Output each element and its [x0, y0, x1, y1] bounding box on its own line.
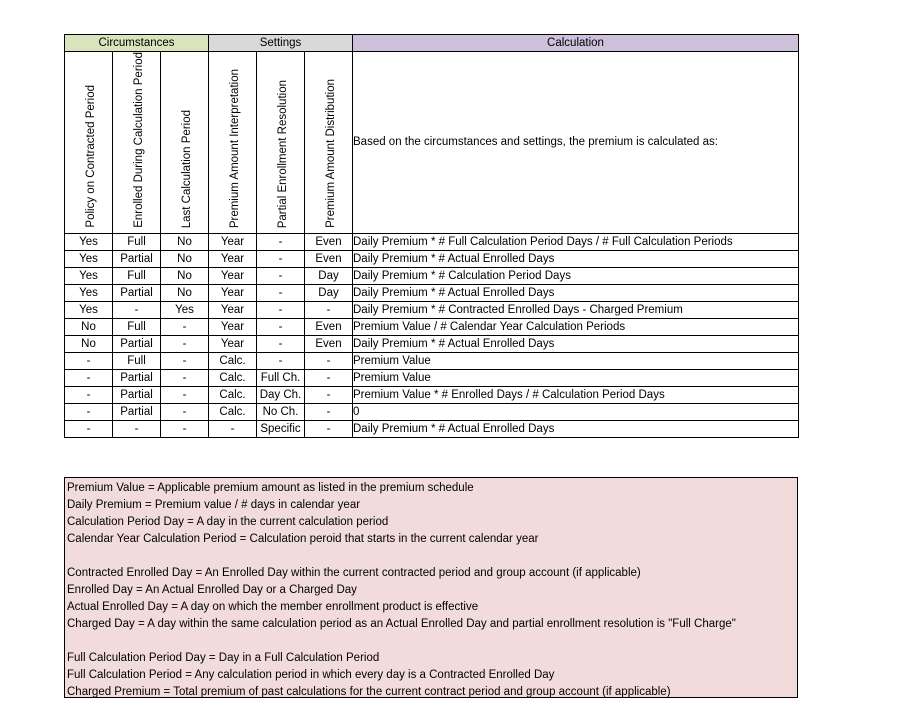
definition-line: Contracted Enrolled Day = An Enrolled Day within the current contracted period and group account (if applicable)	[67, 567, 641, 579]
table-cell: -	[161, 386, 209, 403]
table-cell: -	[161, 369, 209, 386]
calculation-formula: 0	[353, 403, 799, 420]
calculation-formula: Premium Value * # Enrolled Days / # Calculation Period Days	[353, 386, 799, 403]
definition-line: Calendar Year Calculation Period = Calculation peroid that starts in the current calendar year	[67, 533, 539, 545]
table-cell: Yes	[65, 233, 113, 250]
table-cell: Year	[209, 233, 257, 250]
column-header	[209, 52, 257, 234]
table-row	[65, 386, 799, 403]
table-cell: -	[161, 352, 209, 369]
column-header-label: Last Calculation Period	[181, 109, 193, 228]
table-row	[65, 369, 799, 386]
table-body	[65, 233, 799, 437]
table-cell: -	[209, 420, 257, 437]
table-cell: -	[305, 403, 353, 420]
table-cell: Partial	[113, 403, 161, 420]
table-cell: -	[305, 420, 353, 437]
calculation-formula: Daily Premium * # Full Calculation Period Days / # Full Calculation Periods	[353, 233, 799, 250]
table-row	[65, 250, 799, 267]
calculation-formula: Daily Premium * # Actual Enrolled Days	[353, 335, 799, 352]
table-cell: -	[257, 352, 305, 369]
calculation-formula: Premium Value / # Calendar Year Calculation Periods	[353, 318, 799, 335]
table-cell: Specific	[257, 420, 305, 437]
column-header-label: Premium Amount Interpretation	[229, 68, 241, 228]
definitions-box	[64, 477, 798, 698]
group-header-circumstances: Circumstances	[65, 35, 209, 52]
table-cell: Year	[209, 267, 257, 284]
table-cell: -	[161, 403, 209, 420]
column-header-label: Policy on Contracted Period	[85, 85, 97, 228]
group-header-settings: Settings	[209, 35, 353, 52]
definition-line: Charged Day = A day within the same calculation period as an Actual Enrolled Day and partial enrollment resolution is "Full Charge"	[67, 618, 736, 630]
table-cell: -	[65, 352, 113, 369]
table-cell: -	[65, 369, 113, 386]
table-cell: -	[257, 233, 305, 250]
definition-line: Calculation Period Day = A day in the current calculation period	[67, 516, 389, 528]
table-cell: -	[65, 420, 113, 437]
calculation-formula: Daily Premium * # Actual Enrolled Days	[353, 284, 799, 301]
table-cell: Yes	[65, 301, 113, 318]
table-cell: No	[161, 284, 209, 301]
table-row	[65, 233, 799, 250]
table-cell: Even	[305, 335, 353, 352]
table-row	[65, 335, 799, 352]
table-cell: No	[65, 335, 113, 352]
table-row	[65, 420, 799, 437]
table-cell: Yes	[65, 284, 113, 301]
definition-line: Daily Premium = Premium value / # days in calendar year	[67, 499, 361, 511]
table-cell: -	[161, 420, 209, 437]
table-cell: Calc.	[209, 369, 257, 386]
table-cell: -	[257, 267, 305, 284]
table-cell: Even	[305, 233, 353, 250]
table-cell: Full	[113, 233, 161, 250]
table-cell: Day	[305, 267, 353, 284]
column-header	[65, 52, 113, 234]
column-header-label: Premium Amount Distribution	[325, 78, 337, 228]
column-header	[113, 52, 161, 234]
table-cell: Yes	[65, 267, 113, 284]
table-cell: -	[257, 335, 305, 352]
table-cell: No	[65, 318, 113, 335]
table-cell: Partial	[113, 250, 161, 267]
table-cell: Year	[209, 301, 257, 318]
table-cell: Partial	[113, 369, 161, 386]
calculation-formula: Daily Premium * # Calculation Period Days	[353, 267, 799, 284]
table-cell: Full	[113, 318, 161, 335]
table-cell: Partial	[113, 386, 161, 403]
table-cell: Full	[113, 267, 161, 284]
table-cell: -	[161, 318, 209, 335]
group-header-calculation: Calculation	[353, 35, 799, 52]
table-cell: -	[257, 301, 305, 318]
definition-spacer	[67, 633, 797, 650]
table-cell: Full Ch.	[257, 369, 305, 386]
table-cell: -	[305, 369, 353, 386]
table-cell: -	[257, 318, 305, 335]
table-cell: -	[305, 386, 353, 403]
table-cell: Day	[305, 284, 353, 301]
column-header	[161, 52, 209, 234]
column-header-label: Partial Enrollment Resolution	[277, 79, 289, 228]
table-cell: -	[113, 301, 161, 318]
column-header-row	[65, 52, 799, 234]
definition-line: Actual Enrolled Day = A day on which the member enrollment product is effective	[67, 601, 479, 613]
table-cell: -	[161, 335, 209, 352]
table-cell: Calc.	[209, 352, 257, 369]
table-row	[65, 318, 799, 335]
table-row	[65, 301, 799, 318]
table-cell: -	[113, 420, 161, 437]
calculation-formula: Daily Premium * # Actual Enrolled Days	[353, 250, 799, 267]
table-cell: Even	[305, 250, 353, 267]
calculation-intro: Based on the circumstances and settings, the premium is calculated as:	[353, 52, 799, 234]
definition-spacer	[67, 548, 797, 565]
calculation-formula: Premium Value	[353, 369, 799, 386]
table-cell: Yes	[65, 250, 113, 267]
table-cell: Yes	[161, 301, 209, 318]
column-header	[257, 52, 305, 234]
table-cell: Full	[113, 352, 161, 369]
table-row	[65, 352, 799, 369]
table-cell: No Ch.	[257, 403, 305, 420]
definition-line: Premium Value = Applicable premium amount as listed in the premium schedule	[67, 482, 474, 494]
table-cell: Even	[305, 318, 353, 335]
group-header-row	[65, 35, 799, 52]
calculation-formula: Daily Premium * # Actual Enrolled Days	[353, 420, 799, 437]
calculation-formula: Daily Premium * # Contracted Enrolled Days - Charged Premium	[353, 301, 799, 318]
table-cell: Year	[209, 335, 257, 352]
calculation-formula: Premium Value	[353, 352, 799, 369]
table-cell: -	[65, 386, 113, 403]
table-row	[65, 403, 799, 420]
column-header-label: Enrolled During Calculation Period	[133, 52, 145, 228]
table-cell: Year	[209, 250, 257, 267]
table-cell: -	[305, 301, 353, 318]
table-cell: No	[161, 250, 209, 267]
table-cell: Calc.	[209, 403, 257, 420]
definition-line: Full Calculation Period Day = Day in a Full Calculation Period	[67, 652, 380, 664]
table-cell: -	[257, 250, 305, 267]
definition-line: Enrolled Day = An Actual Enrolled Day or a Charged Day	[67, 584, 357, 596]
table-cell: Year	[209, 284, 257, 301]
definition-line: Charged Premium = Total premium of past calculations for the current contract period and group account (if applicable)	[67, 686, 671, 698]
table-cell: Partial	[113, 335, 161, 352]
table-cell: -	[65, 403, 113, 420]
table-cell: Partial	[113, 284, 161, 301]
column-header	[305, 52, 353, 234]
table-cell: Day Ch.	[257, 386, 305, 403]
table-cell: Year	[209, 318, 257, 335]
premium-calculation-table	[64, 34, 799, 438]
table-row	[65, 284, 799, 301]
table-row	[65, 267, 799, 284]
definition-line: Full Calculation Period = Any calculation period in which every day is a Contracted Enrolled Day	[67, 669, 555, 681]
table-cell: -	[257, 284, 305, 301]
table-cell: No	[161, 267, 209, 284]
table-cell: No	[161, 233, 209, 250]
table-cell: Calc.	[209, 386, 257, 403]
table-cell: -	[305, 352, 353, 369]
